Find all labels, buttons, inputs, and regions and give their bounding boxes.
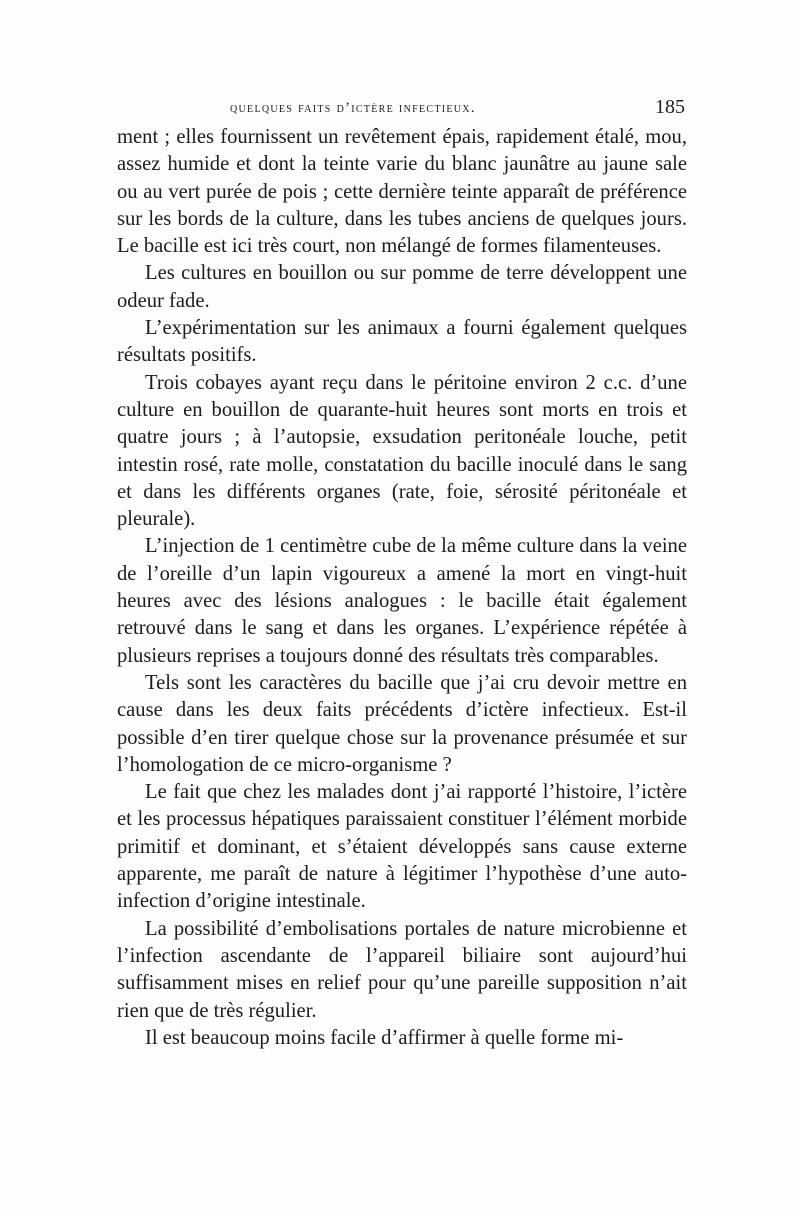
paragraph: Trois cobayes ayant reçu dans le péritoine environ 2 c.c. d’une culture en bouillon de quarante-huit heures sont morts en trois et quatre jours ; à l’autopsie, exsudation peritonéale louche, petit intestin rosé, rate molle, constatation du bacille inoculé dans le sang et dans les différents organes (rate, foie, sérosité péritonéale et pleurale). (117, 371, 687, 531)
running-title: quelques faits d’ictère infectieux. (230, 100, 476, 116)
paragraph: L’expérimentation sur les animaux a fourni également quelques résultats positifs. (117, 317, 687, 367)
paragraph-continued: ment ; elles fournissent un revêtement épais, rapidement étalé, mou, assez humide et dont la teinte varie du blanc jaunâtre au jaune sale ou au vert purée de pois ; cette dernière teinte apparaît de préférence sur les bords de la culture, dans les tubes anciens de quelques jours. Le bacille est ici très court, non mélangé de formes filamenteuses. (117, 126, 687, 258)
paragraph: Les cultures en bouillon ou sur pomme de terre développent une odeur fade. (117, 262, 687, 312)
paragraph: Tels sont les caractères du bacille que j’ai cru devoir mettre en cause dans les deux faits précédents d’ictère infectieux. Est-il possible d’en tirer quelque chose sur la provenance présumée et sur l’homologation de ce micro-organisme ? (117, 671, 687, 776)
page-number: 185 (655, 96, 685, 118)
paragraph: L’injection de 1 centimètre cube de la même culture dans la veine de l’oreille d’un lapin vigoureux a amené la mort en vingt-huit heures avec des lésions analogues : le bacille était également retrouvé dans le sang et dans les organes. L’expérience répétée à plusieurs reprises a toujours donné des résultats très comparables. (117, 535, 687, 667)
paragraph: Il est beaucoup moins facile d’affirmer à quelle forme mi- (145, 1026, 624, 1049)
body-text (117, 124, 687, 1052)
paragraph: Le fait que chez les malades dont j’ai rapporté l’histoire, l’ictère et les processus hépatiques paraissaient constituer l’élément morbide primitif et dominant, et s’étaient développés sans cause externe apparente, me paraît de nature à légitimer l’hypothèse d’une auto-infection d’origine intestinale. (117, 781, 687, 913)
page-header (117, 96, 687, 124)
paragraph: La possibilité d’embolisations portales de nature microbienne et l’infection ascendante de l’appareil biliaire sont aujourd’hui suffisamment mises en relief pour qu’une pareille supposition n’ait rien que de très régulier. (117, 917, 687, 1022)
